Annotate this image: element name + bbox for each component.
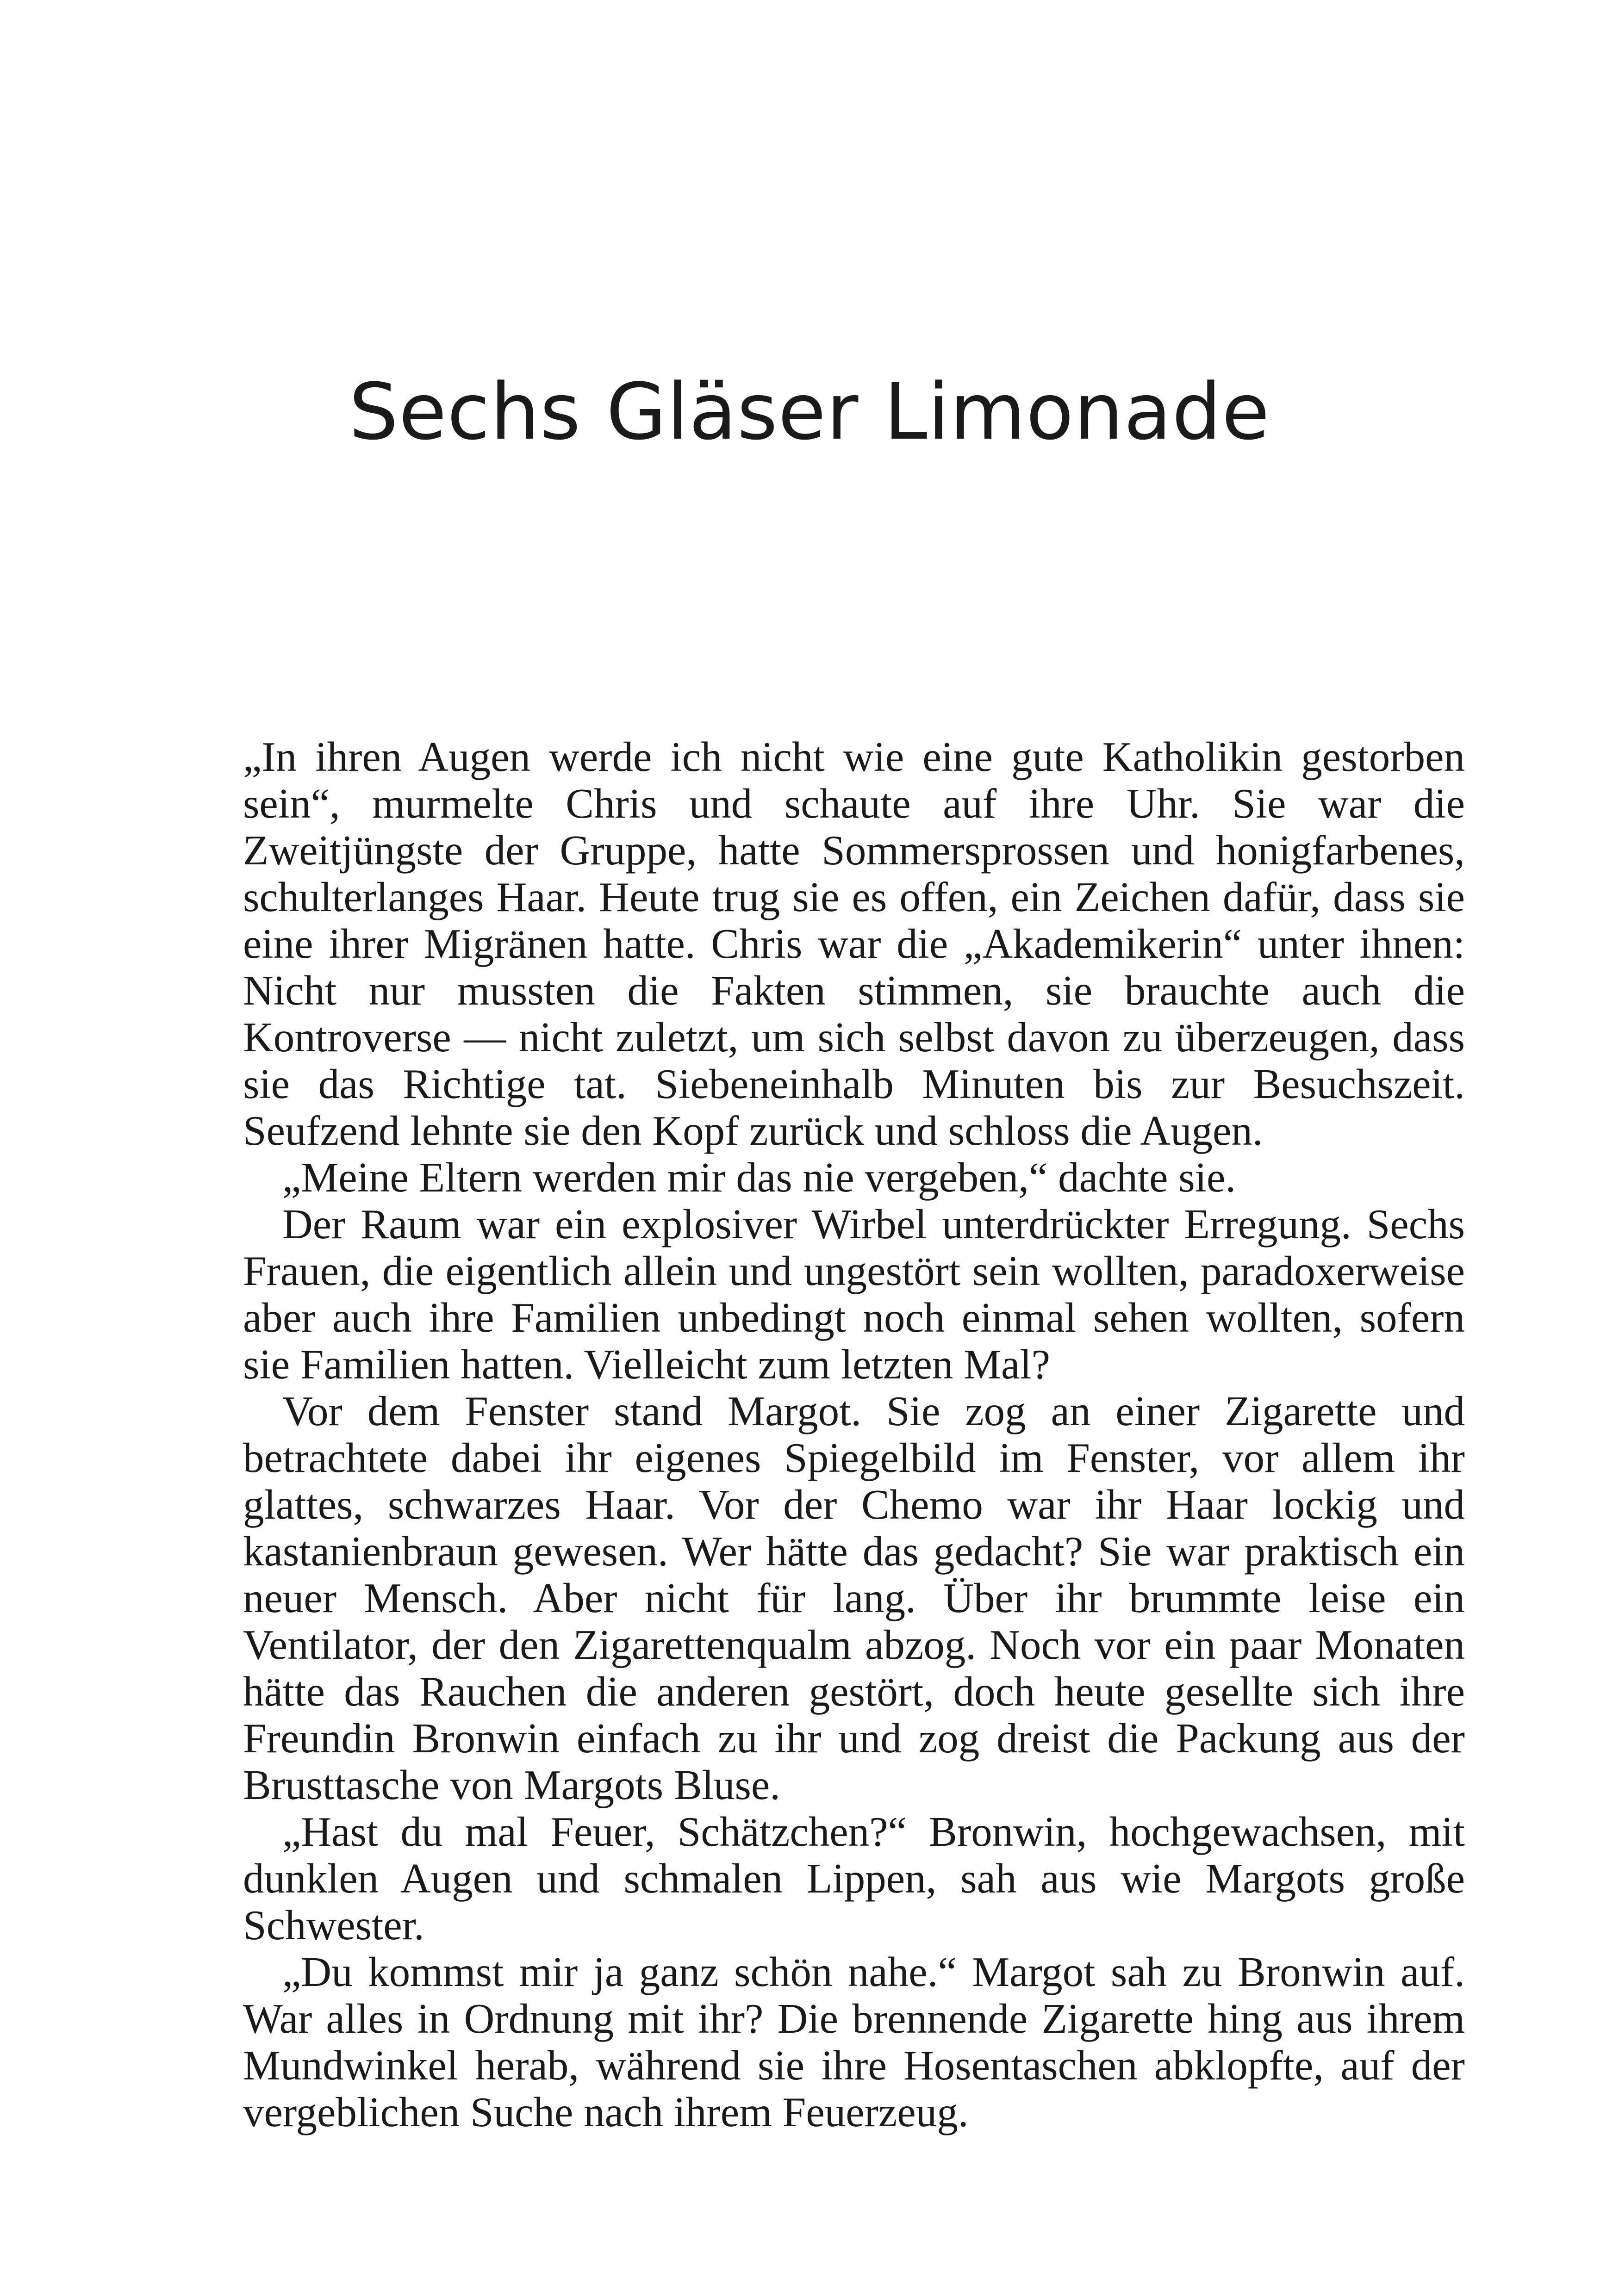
paragraph: „Hast du mal Feuer, Schätzchen?“ Bronwin, hochgewachsen, mit dunklen Augen und schmalen Lippen, sah aus wie Margots große Schwester.: [243, 1808, 1465, 1948]
paragraph: Der Raum war ein explosiver Wirbel unterdrückter Erregung. Sechs Frauen, die eigentlich allein und ungestört sein wollten, paradoxerweise aber auch ihre Familien unbedingt noch einmal sehen wollten, sofern sie Familien hatten. Vielleicht zum letzten Mal?: [243, 1201, 1465, 1388]
paragraph: „In ihren Augen werde ich nicht wie eine gute Katholikin gestorben sein“, murmelte Chris und schaute auf ihre Uhr. Sie war die Zweitjüngste der Gruppe, hatte Sommersprossen und honigfarbenes, schulterlanges Haar. Heute trug sie es offen, ein Zeichen dafür, dass sie eine ihrer Migränen hatte. Chris war die „Akademikerin“ unter ihnen: Nicht nur mussten die Fakten stimmen, sie brauchte auch die Kontroverse — nicht zuletzt, um sich selbst davon zu überzeugen, dass sie das Richtige tat. Siebeneinhalb Minuten bis zur Besuchszeit. Seufzend lehnte sie den Kopf zurück und schloss die Augen.: [243, 733, 1465, 1154]
paragraph: Vor dem Fenster stand Margot. Sie zog an einer Zigarette und betrachtete dabei ihr eigenes Spiegelbild im Fenster, vor allem ihr glattes, schwarzes Haar. Vor der Chemo war ihr Haar lockig und kastanienbraun gewesen. Wer hätte das gedacht? Sie war praktisch ein neuer Mensch. Aber nicht für lang. Über ihr brummte leise ein Ventilator, der den Zigarettenqualm abzog. Noch vor ein paar Monaten hätte das Rauchen die anderen gestört, doch heute gesellte sich ihre Freundin Bronwin einfach zu ihr und zog dreist die Packung aus der Brusttasche von Margots Bluse.: [243, 1388, 1465, 1808]
chapter-body: [243, 733, 1465, 2135]
paragraph: „Meine Eltern werden mir das nie vergeben,“ dachte sie.: [282, 1154, 1236, 1201]
paragraph: „Du kommst mir ja ganz schön nahe.“ Margot sah zu Bronwin auf. War alles in Ordnung mit ihr? Die brennende Zigarette hing aus ihrem Mundwinkel herab, während sie ihre Hosentaschen abklopfte, auf der vergeblichen Suche nach ihrem Feuerzeug.: [243, 1948, 1465, 2135]
chapter-title: Sechs Gläser Limonade: [349, 366, 1270, 457]
